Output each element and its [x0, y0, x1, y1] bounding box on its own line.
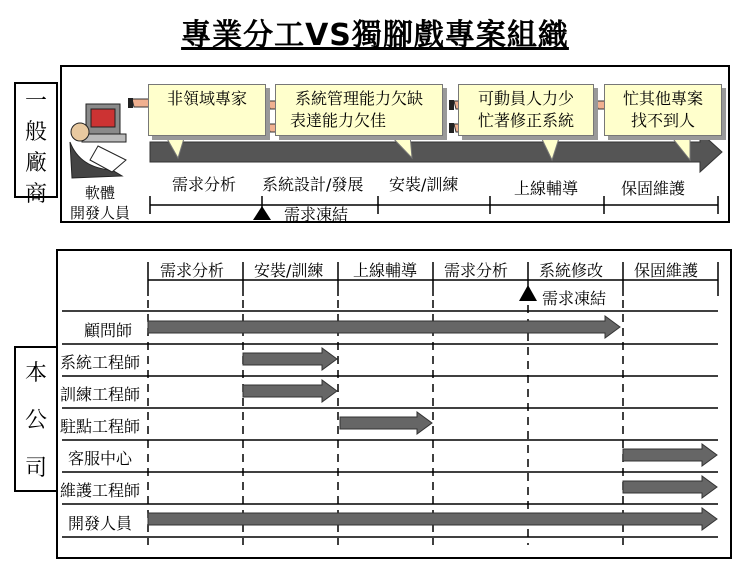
- role-bar-training-engineer: [243, 380, 337, 402]
- developer-label-line1: 軟體: [85, 184, 116, 202]
- vendor-side-char: 廠: [24, 151, 47, 176]
- vendor-stage-label: 需求分析: [172, 175, 237, 194]
- callout-line: 表達能力欠佳: [290, 111, 387, 130]
- role-label: 駐點工程師: [60, 417, 141, 436]
- callout-line: 忙其他專案: [622, 89, 703, 108]
- vendor-freeze-label: 需求凍結: [284, 205, 349, 224]
- developer-label-line2: 開發人員: [70, 204, 131, 222]
- role-bar-onsite-engineer: [340, 412, 432, 434]
- role-bar-system-engineer: [243, 348, 337, 370]
- vendor-stage-label: 保固維護: [621, 179, 686, 198]
- role-bar-customer-service: [623, 444, 717, 466]
- vendor-stage-label: 系統設計/發展: [262, 175, 364, 194]
- role-label: 顧問師: [84, 321, 133, 340]
- role-label: 開發人員: [68, 514, 133, 533]
- company-stage-label: 保固維護: [634, 261, 699, 280]
- callout-line: 可動員人力少: [477, 89, 574, 108]
- company-stage-label: 安裝/訓練: [254, 261, 324, 280]
- role-label: 客服中心: [68, 449, 133, 468]
- vendor-side-char: 一: [24, 89, 47, 114]
- callout-line: 非領域專家: [166, 89, 247, 108]
- callout-line: 找不到人: [630, 111, 695, 130]
- vendor-stage-label: 上線輔導: [514, 179, 579, 198]
- callout-line: 系統管理能力欠缺: [294, 89, 423, 108]
- company-stage-label: 需求分析: [160, 261, 225, 280]
- page-title: 專業分工VS獨腳戲專案組織: [181, 18, 569, 53]
- vendor-side-char: 般: [24, 120, 47, 145]
- callout-line: 忙著修正系統: [477, 111, 574, 130]
- role-bar-consultant: [148, 316, 620, 338]
- company-freeze-marker: [519, 285, 537, 301]
- role-label: 維護工程師: [60, 481, 141, 500]
- role-bar-maintenance-engineer: [623, 476, 717, 498]
- company-side-char: 本: [24, 361, 47, 387]
- role-label: 訓練工程師: [60, 385, 141, 404]
- vendor-stage-label: 安裝/訓練: [389, 175, 459, 194]
- vendor-side-char: 商: [24, 182, 47, 207]
- role-label: 系統工程師: [60, 353, 141, 372]
- company-side-char: 公: [24, 408, 47, 434]
- company-freeze-label: 需求凍結: [542, 289, 607, 308]
- company-axis-ticks: [148, 262, 718, 296]
- company-stage-label: 系統修改: [539, 261, 604, 280]
- company-stage-label: 需求分析: [444, 261, 509, 280]
- company-stage-label: 上線輔導: [353, 261, 418, 280]
- company-side-char: 司: [24, 455, 47, 481]
